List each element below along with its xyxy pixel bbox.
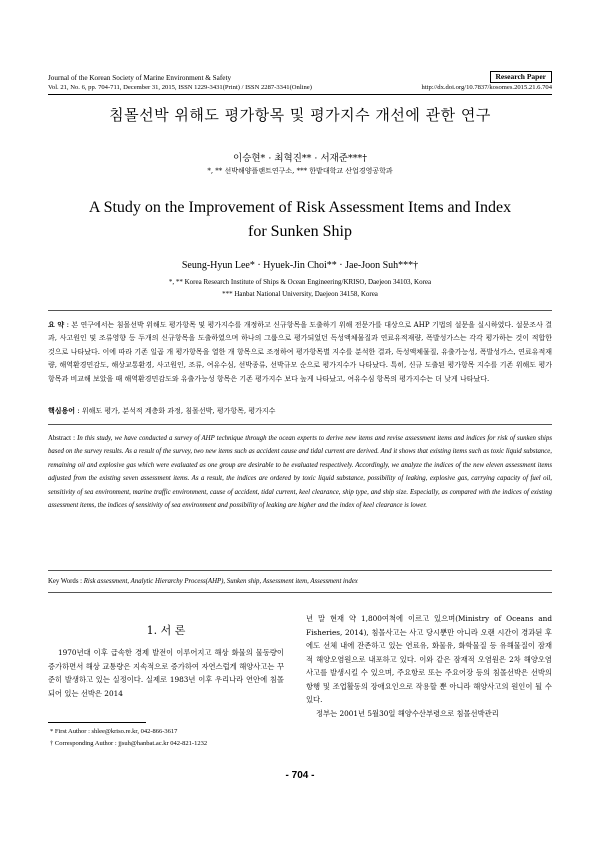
abstract-english-text: In this study, we have conducted a survey of AHP technique through the ocean experts to derive new items and revise assessment items and indices for risk of sunken ships based on the survey results. As a result of the survey, two new items such as accident cause and tidal current are derived. And it shows that existing items such as toxic liquid substance, remaining oil and explosive gas which were evaluated as one group are desirable to be evaluated respectively. Accordingly, we analyze the indices of the new eleven assessment items adjusted from the existing seven assessment items. As a result, the indices are ordered by toxic liquid substance, possibility of leaking, explosive gas, carrying capacity of fuel oil, sensitivity of sea environment, marine traffic environment, cause of accident, tidal current, keel clearance, ship type, and ship size. Especially, as compared with the indices of existing assessment items, the indices of sensitivity of sea environment and possibility of leaking are higher and the index of keel clearance is lower. (48, 435, 552, 510)
footnote-first-author: * First Author : shlee@kriso.re.kr, 042-866-3617 (50, 728, 178, 735)
body-right-paragraph-1: 년 말 현재 약 1,800여척에 이르고 있으며(Ministry of Oceans and Fisheries, 2014), 침몰사고는 사고 당시뿐만 아니라 오랜 시간이 경과된 후에도 선체 내에 잔존하고 있는 연료유, 화물유, 화학물질 등 유해물질이 잠재적 해양오염원으로 내포하고 있다. 이와 같은 잠재적 오염원은 2차 해양오염사고를 발생시킬 수 있으며, 주요항로 또는 주요어장 등의 침몰선박은 선박의 항행 및 조업활동의 장애요인으로 작용할 뿐 아니라 해양사고의 원인이 될 수 있다. (306, 614, 552, 704)
doi-link[interactable]: http://dx.doi.org/10.7837/kosomes.2015.21.6.704 (421, 84, 552, 91)
title-english-line1: A Study on the Improvement of Risk Assessment Items and Index (88, 199, 512, 216)
keywords-bottom-rule (48, 592, 552, 593)
keywords-english-text: Risk assessment, Analytic Hierarchy Process(AHP), Sunken ship, Assessment item, Assessment index (83, 578, 358, 585)
abstract-english (48, 432, 552, 512)
header-rule (48, 94, 552, 95)
footnote-corresponding-author: † Corresponding Author : jjsuh@hanbat.ac.kr 042-821-1232 (50, 740, 208, 747)
article-type-badge: Research Paper (490, 71, 552, 83)
journal-name: Journal of the Korean Society of Marine Environment & Safety (48, 74, 232, 82)
abstract-top-rule (48, 310, 552, 311)
title-english-line2: for Sunken Ship (248, 223, 352, 240)
title-english (48, 196, 552, 244)
keywords-english-label: Key Words : (48, 578, 83, 585)
title-korean: 침몰선박 위해도 평가항목 및 평가지수 개선에 관한 연구 (109, 106, 491, 124)
keywords-korean (48, 404, 552, 418)
keywords-korean-label: 핵심용어 (48, 406, 76, 415)
footnote-rule (48, 722, 146, 723)
abstract-english-label: Abstract : (48, 435, 75, 442)
abstract-mid-rule (48, 424, 552, 425)
body-left-column: 1970년대 이후 급속한 경제 발전이 이루어지고 해상 화물의 물동량이 증가하면서 해상 교통량은 지속적으로 증가하여 자연스럽게 해양사고는 꾸준히 발생하고 있는 실정이다. 실제로 1983년 이후 우리나라 연안에 침몰되어 있는 선박은 2014 (48, 648, 284, 698)
abstract-korean-text: : 본 연구에서는 침몰선박 위해도 평가항목 및 평가지수를 개정하고 신규항목을 도출하기 위해 전문가를 대상으로 AHP 기법의 설문을 실시하였다. 설문조사 결과, 사고원인 및 조류영향 등 두개의 신규항목을 도출하였으며 하나의 그룹으로 평가되었던 독성액체물질과 연료유적재량, 폭발성가스는 각각 평가하는 것이 적합한 것으로 나타났다. 이에 따라 기존 일곱 개 평가항목을 열한 개 항목으로 조정하여 평가항목별 지수를 분석한 결과, 독성액체물질, 유출가능성, 폭발성가스, 연료유적재량, 해역환경민감도, 해상교통환경, 사고원인, 조류, 여유수심, 선박종류, 선박규모 순으로 평가지수가 나타났다. 특히, 신규 도출된 평가항목 지수를 기존 위해도 평가항목과 비교해 보았을 때 해역환경민감도와 유출가능성 항목은 기존 평가지수 보다 높게 나타났고, 여유수심 항목의 평가지수는 더 낮게 나타났다. (48, 321, 553, 383)
volume-info: Vol. 21, No. 6, pp. 704-711, December 31, 2015, ISSN 1229-3431(Print) / ISSN 2287-3341(Online) (48, 84, 312, 91)
affiliation-korean: *, ** 선박해양플랜트연구소, *** 한밭대학교 산업경영공학과 (207, 167, 393, 175)
affiliation-english-2: *** Hanbat National University, Daejeon 34158, Korea (222, 290, 378, 298)
authors-english: Seung-Hyun Lee* · Hyuek-Jin Choi** · Jae-Joon Suh***† (181, 260, 419, 271)
body-right-column (306, 612, 552, 720)
section-heading-introduction: 1. 서 론 (146, 624, 186, 637)
affiliation-english-1: *, ** Korea Research Institute of Ships & Ocean Engineering/KRISO, Daejeon 34103, Korea (168, 278, 432, 286)
keywords-korean-text: : 위해도 평가, 분석적 계층화 과정, 침몰선박, 평가항목, 평가지수 (77, 407, 276, 415)
abstract-korean-label: 요 약 (48, 320, 65, 329)
abstract-korean (48, 318, 552, 386)
page-number: - 704 - (285, 770, 315, 781)
abstract-bottom-rule (48, 570, 552, 571)
authors-korean: 이승현* · 최혁진** · 서재준***† (233, 153, 367, 164)
body-right-paragraph-2: 정부는 2001년 5월30일 해양수산부령으로 침몰선박관리 (316, 708, 499, 718)
keywords-english (48, 578, 552, 585)
